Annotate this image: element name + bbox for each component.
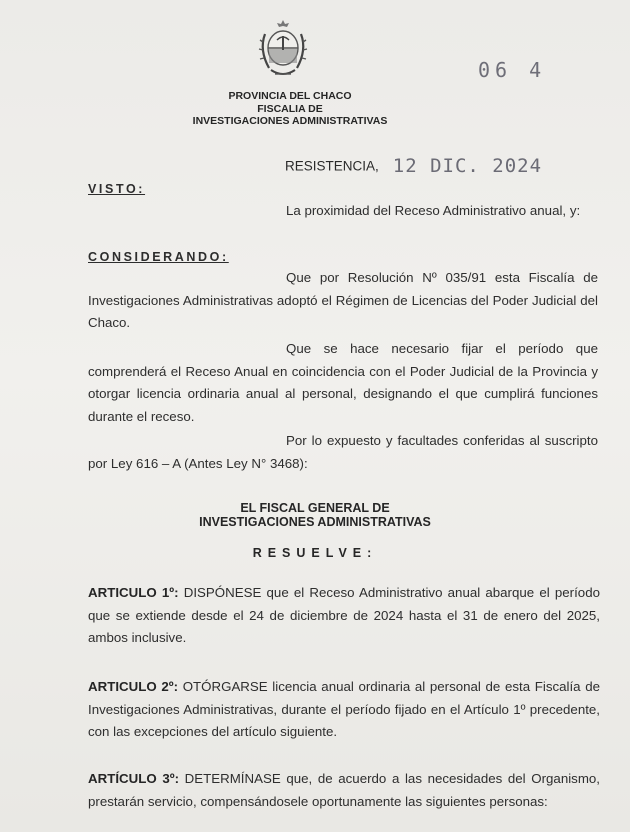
article-3-text: que, de acuerdo a las necesidades del Organismo, prestarán servicio, compensándosele oportunamente las siguientes personas: (88, 771, 600, 809)
date-stamp: 12 DIC. 2024 (392, 155, 543, 177)
article-2-verb: OTÓRGARSE (182, 679, 268, 694)
article-3-label: ARTÍCULO 3º: (88, 771, 180, 786)
visto-heading: VISTO: (88, 182, 146, 196)
article-2 (88, 676, 600, 744)
considerando-heading: CONSIDERANDO: (88, 250, 229, 264)
considerando-paragraph-2: Que se hace necesario fijar el período que comprenderá el Receso Anual en coincidencia con el Poder Judicial de la Provincia y otorgar licencia ordinaria anual al personal, designando el que cumplirá funciones durante el receso. (88, 341, 598, 424)
article-1 (88, 582, 600, 650)
article-1-verb: DISPÓNESE (183, 585, 262, 600)
article-3-verb: DETERMÍNASE (184, 771, 281, 786)
place-date-line (285, 155, 542, 177)
article-3 (88, 768, 600, 813)
visto-text: La proximidad del Receso Administrativo anual, y: (286, 203, 581, 218)
article-1-text: que el Receso Administrativo anual abarque el período que se extiende desde el 24 de diciembre de 2024 hasta el 31 de enero del 2025, ambos inclusive. (88, 585, 600, 645)
header-province: PROVINCIA DEL CHACO (228, 90, 352, 102)
provincial-coat-of-arms-icon (255, 14, 311, 84)
authority-line-2: INVESTIGACIONES ADMINISTRATIVAS (199, 515, 431, 529)
place: RESISTENCIA, (285, 158, 379, 174)
article-2-label: ARTICULO 2º: (88, 679, 179, 694)
header-office-full: INVESTIGACIONES ADMINISTRATIVAS (192, 115, 388, 127)
considerando-paragraph-3: Por lo expuesto y facultades conferidas al suscripto por Ley 616 – A (Antes Ley N° 3468): (88, 433, 598, 471)
considerando-paragraph-1: Que por Resolución Nº 035/91 esta Fiscalía de Investigaciones Administrativas adoptó el Régimen de Licencias del Poder Judicial del Chaco. (88, 270, 598, 330)
resuelve-heading: RESUELVE: (252, 546, 378, 560)
issuing-office-header (150, 90, 430, 128)
article-2-text: licencia anual ordinaria al personal de esta Fiscalía de Investigaciones Administrativas, durante el período fijado en el Artículo 1º precedente, con las excepciones del artículo siguiente. (88, 679, 600, 739)
header-office: FISCALIA DE (257, 102, 323, 115)
authority-title (140, 501, 490, 529)
authority-line-1: EL FISCAL GENERAL DE (240, 501, 390, 515)
article-1-label: ARTICULO 1º: (88, 585, 179, 600)
document-number: 06 4 (478, 58, 547, 82)
